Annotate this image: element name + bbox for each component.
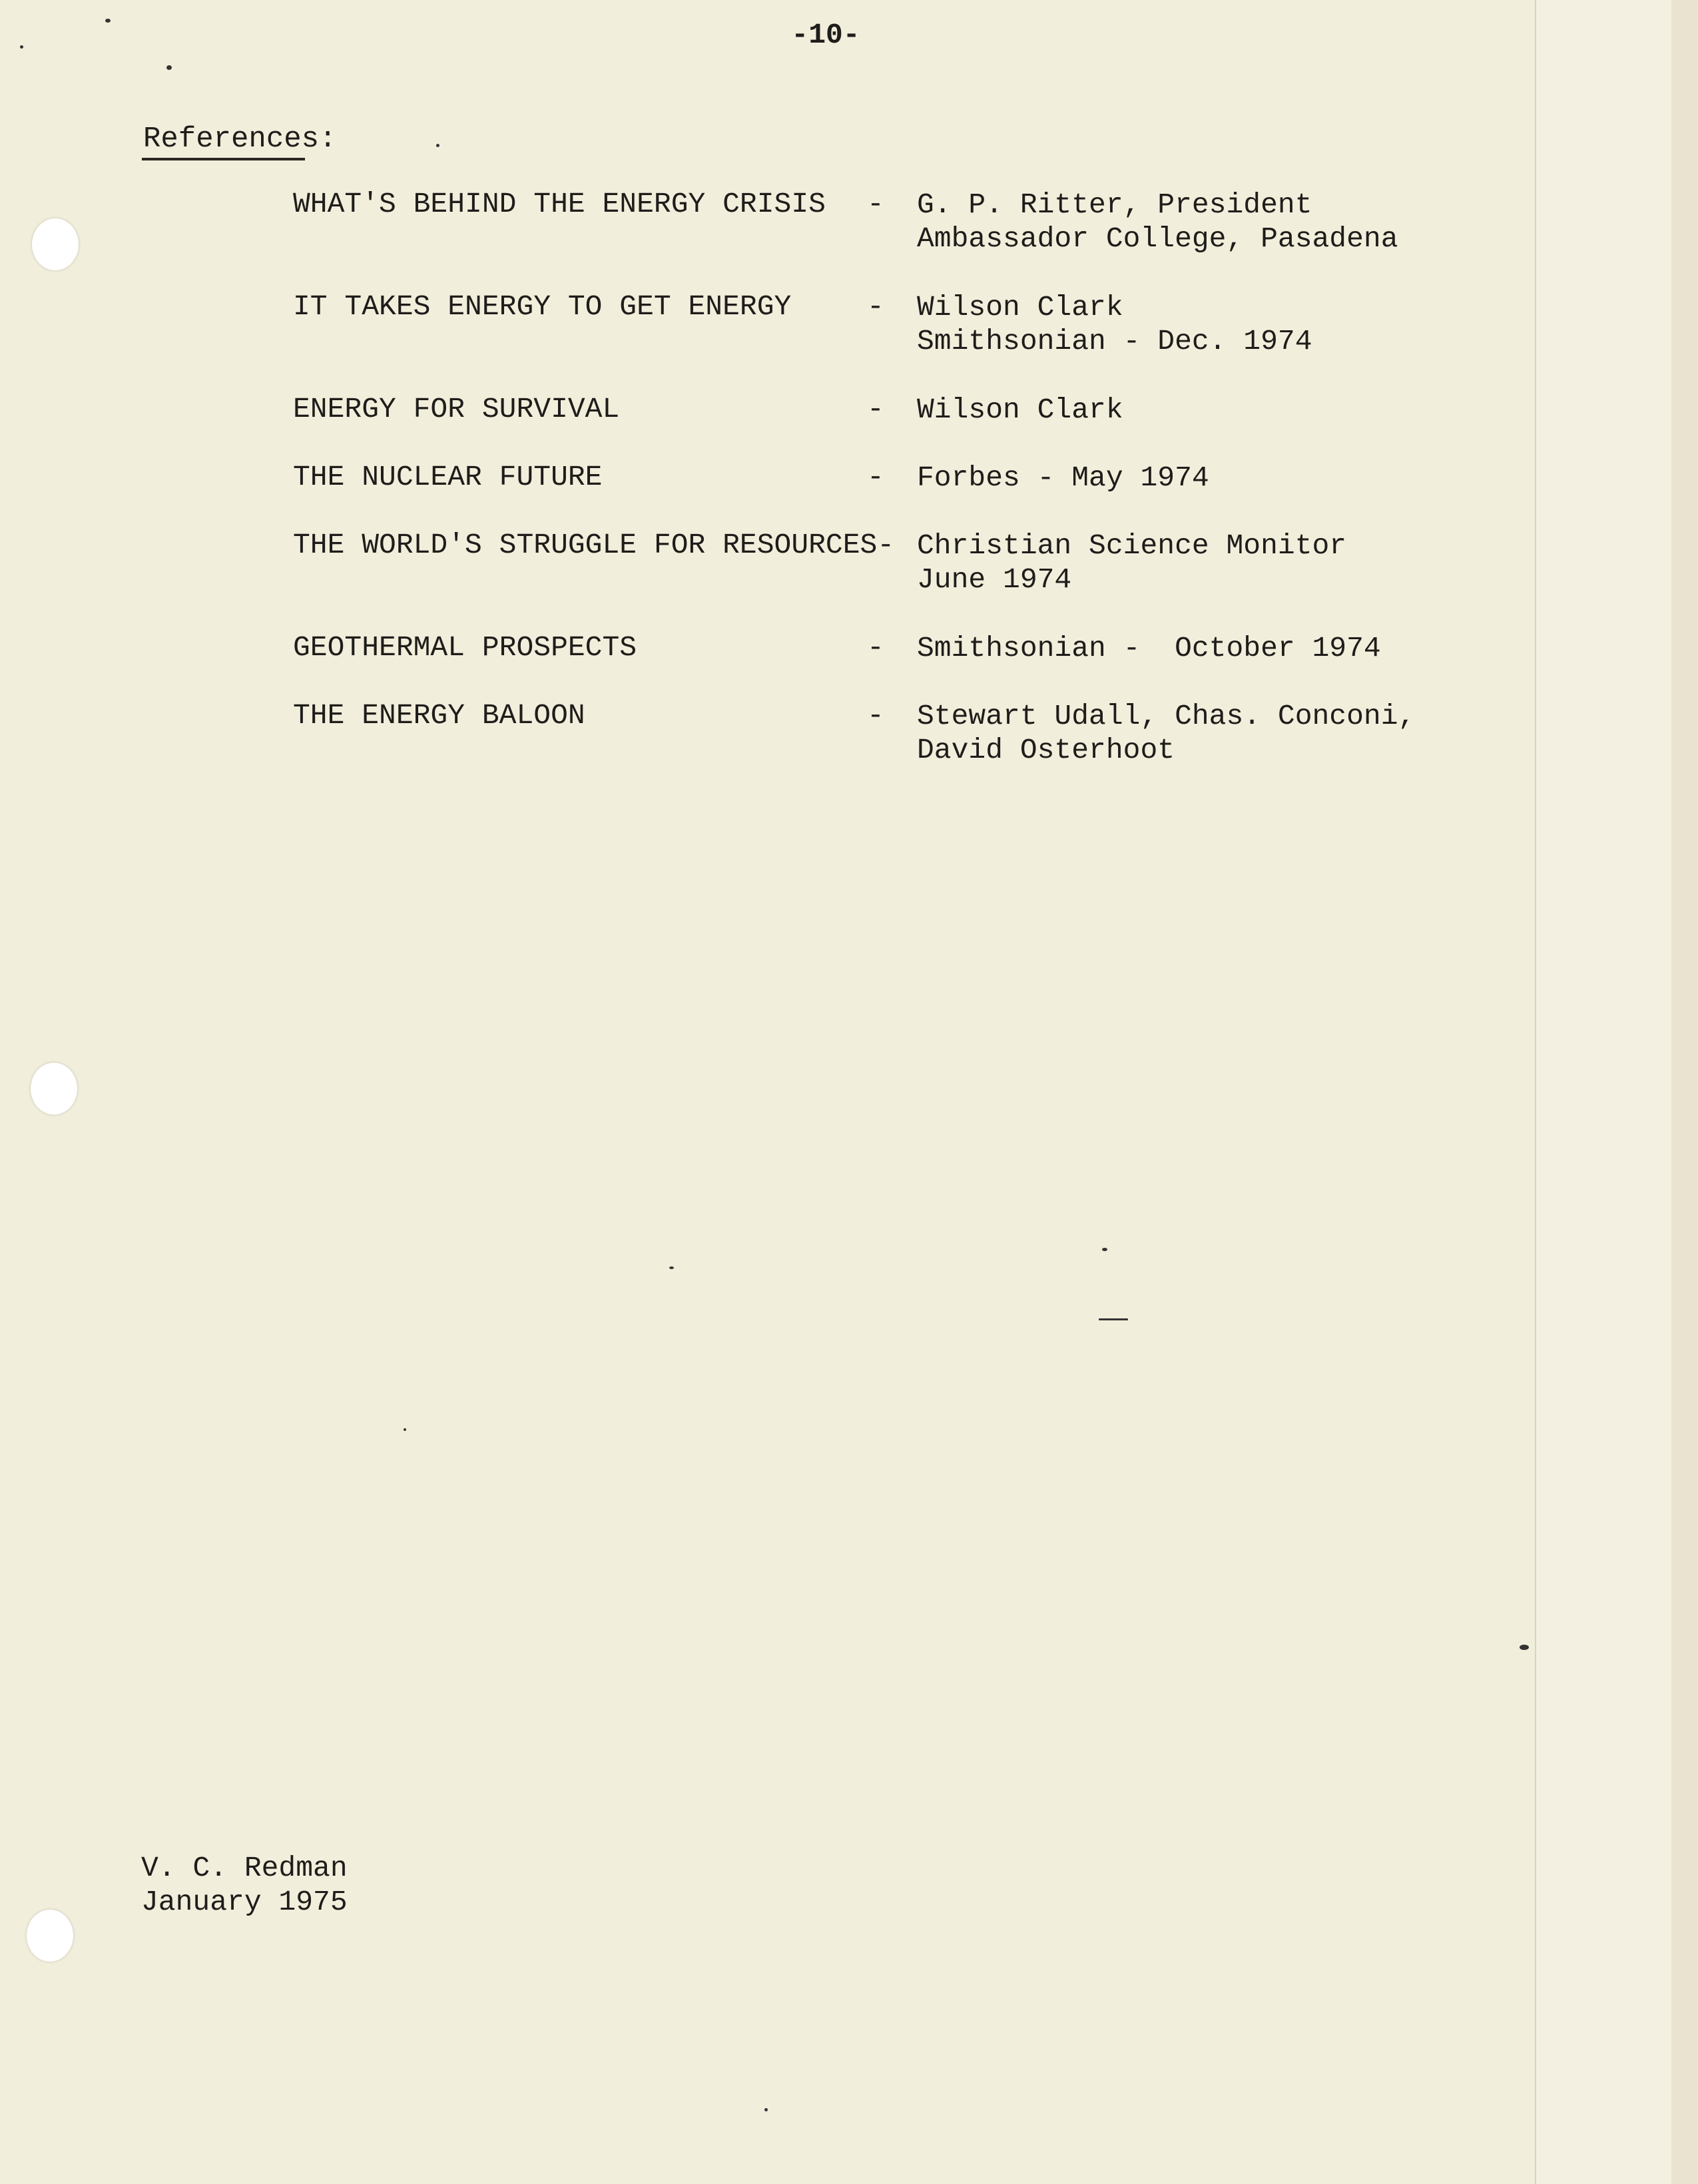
reference-title: GEOTHERMAL PROSPECTS [293,631,637,664]
reference-dash: - [867,393,884,425]
paper-speck [105,19,111,23]
paper-speck [764,2108,768,2111]
reference-source-line: Wilson Clark [917,291,1123,324]
reference-source-line: Ambassador College, Pasadena [917,222,1398,255]
reference-source [917,393,1123,427]
reference-title: IT TAKES ENERGY TO GET ENERGY [293,290,792,323]
paper-speck [1099,1318,1128,1320]
reference-item [0,290,1532,364]
reference-source-line: Christian Science Monitor [917,529,1347,562]
reference-source [917,529,1346,597]
reference-dash: - [867,290,884,323]
reference-source-line: Forbes - May 1974 [917,461,1209,494]
reference-source [917,461,1209,495]
page-edge [1671,0,1698,2184]
reference-dash: - [867,699,884,732]
reference-title: THE ENERGY BALOON [293,699,585,732]
references-heading: References: [143,123,337,156]
reference-dash: - [867,188,884,220]
reference-item [0,631,1532,704]
reference-title: ENERGY FOR SURVIVAL [293,393,620,425]
page-number: -10- [791,19,860,51]
reference-title: WHAT'S BEHIND THE ENERGY CRISIS [293,188,826,220]
reference-source-line: G. P. Ritter, President [917,188,1312,221]
paper-speck [166,65,172,70]
punch-hole [27,1910,73,1962]
reference-source [917,631,1381,665]
reference-item [0,461,1532,534]
reference-source-line: David Osterhoot [917,734,1175,766]
reference-dash: - [867,631,884,664]
reference-dash: - [867,461,884,493]
reference-source-line: Wilson Clark [917,394,1123,426]
reference-item [0,188,1532,261]
document-date: January 1975 [141,1886,348,1918]
reference-source-line: Stewart Udall, Chas. Conconi, [917,700,1416,732]
punch-hole [31,1063,77,1115]
paper-speck [20,45,23,49]
signature-block [141,1851,348,1919]
reference-title: THE NUCLEAR FUTURE [293,461,603,493]
reference-source-line: June 1974 [917,563,1072,596]
paper-speck [669,1266,674,1269]
paper-speck [436,144,439,147]
page-margin-strip [1535,0,1673,2184]
heading-underline [142,158,305,160]
reference-source [917,290,1312,358]
reference-item [0,393,1532,466]
paper-speck [404,1428,406,1431]
author-name: V. C. Redman [141,1852,348,1884]
reference-item [0,529,1532,602]
reference-source-line: Smithsonian - October 1974 [917,632,1381,665]
reference-source [917,188,1398,256]
reference-source-line: Smithsonian - Dec. 1974 [917,325,1312,358]
reference-item [0,699,1532,772]
paper-speck [1102,1248,1107,1251]
reference-title: THE WORLD'S STRUGGLE FOR RESOURCES- [293,529,895,561]
reference-source [917,699,1415,767]
paper-speck [1520,1645,1529,1650]
